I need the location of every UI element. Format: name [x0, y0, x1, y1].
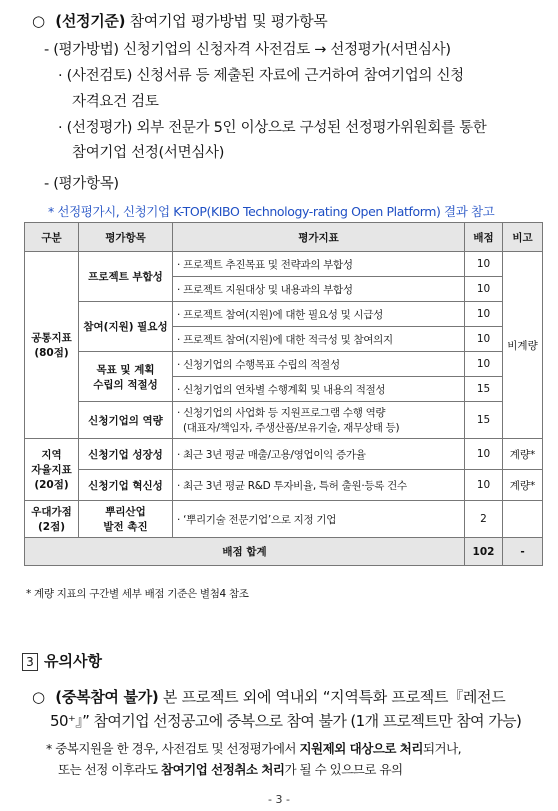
table-row	[25, 352, 543, 377]
duplicate-title: (중복참여 불가)	[55, 688, 159, 706]
selection-line-1: · (선정평가) 외부 전문가 5인 이상으로 구성된 선정평가위원회를 통한	[58, 120, 487, 136]
criteria-title: (선정기준)	[55, 12, 126, 30]
table-row	[25, 501, 543, 538]
duplicate-line-1	[32, 686, 505, 707]
header-item: 평가항목	[79, 223, 173, 252]
pre-review-line-1: · (사전검토) 신청서류 등 제출된 자료에 근거하여 참여기업의 신청	[58, 68, 464, 84]
item-goal-plan	[79, 352, 173, 402]
duplicate-note-2c: 가 될 수 있으므로 유의	[284, 762, 403, 777]
table-footnote: * 계량 지표의 구간별 세부 배점 기준은 별첨4 참조	[26, 588, 249, 600]
page-number: - 3 -	[268, 793, 290, 806]
total-remark: -	[503, 538, 543, 566]
k-top-note: * 선정평가시, 신청기업 K-TOP(KIBO Technology-rating Open Platform) 결과 참고	[48, 204, 495, 219]
regional-category-line-2: 자율지표	[31, 464, 72, 476]
table-row	[25, 252, 543, 277]
pre-review-line-2: 자격요건 검토	[72, 94, 159, 110]
duplicate-text-1: 본 프로젝트 외에 역내외 “지역특화 프로젝트『레전드	[158, 688, 506, 706]
score-cell: 10	[465, 470, 503, 501]
bonus-category-label: 우대가점	[31, 506, 72, 518]
section-3-title: 유의사항	[44, 652, 102, 670]
indicator-cell: · 최근 3년 평균 R&D 투자비율, 특허 출원·등록 건수	[173, 470, 465, 501]
indicator-cell	[173, 402, 465, 439]
total-label: 배점 합계	[25, 538, 465, 566]
item-innovation: 신청기업 혁신성	[79, 470, 173, 501]
remark-cell	[503, 501, 543, 538]
score-cell: 15	[465, 402, 503, 439]
item-root-line-2: 발전 촉진	[103, 521, 148, 533]
common-remark-cell: 비계량	[503, 252, 543, 439]
header-indicator: 평가지표	[173, 223, 465, 252]
item-company-capability: 신청기업의 역량	[79, 402, 173, 439]
capability-indicator-line-2: (대표자/책임자, 주생산품/보유기술, 재무상태 등)	[183, 422, 400, 434]
item-root-industry	[79, 501, 173, 538]
table-row	[25, 470, 543, 501]
score-cell: 2	[465, 501, 503, 538]
score-cell: 10	[465, 277, 503, 302]
criteria-heading	[32, 10, 327, 31]
indicator-cell: · 프로젝트 지원대상 및 내용과의 부합성	[173, 277, 465, 302]
header-category: 구분	[25, 223, 79, 252]
total-row	[25, 538, 543, 566]
duplicate-note-2b: 참여기업 선정취소 처리	[161, 762, 285, 777]
header-remark: 비고	[503, 223, 543, 252]
duplicate-note-1a: * 중복지원을 한 경우, 사전검토 및 선정평가에서	[46, 741, 300, 756]
duplicate-note-line-1	[46, 739, 461, 757]
score-cell: 10	[465, 439, 503, 470]
indicator-cell: · 최근 3년 평균 매출/고용/영업이익 증가율	[173, 439, 465, 470]
indicator-cell: · 신청기업의 연차별 수행계획 및 내용의 적절성	[173, 377, 465, 402]
indicator-cell: · 프로젝트 참여(지원)에 대한 필요성 및 시급성	[173, 302, 465, 327]
item-root-line-1: 뿌리산업	[105, 506, 146, 518]
score-cell: 10	[465, 352, 503, 377]
capability-indicator-line-1: · 신청기업의 사업화 등 지원프로그램 수행 역량	[177, 407, 386, 419]
duplicate-note-line-2	[58, 760, 403, 778]
regional-category-line-1: 지역	[41, 449, 62, 461]
circle-bullet: ○	[32, 12, 45, 30]
item-growth: 신청기업 성장성	[79, 439, 173, 470]
remark-cell: 계량*	[503, 470, 543, 501]
circle-bullet: ○	[32, 688, 45, 706]
bonus-category-cell	[25, 501, 79, 538]
method-line: - (평가방법) 신청기업의 신청자격 사전검토 → 선정평가(서면심사)	[44, 42, 451, 58]
duplicate-note-1c: 되거나,	[422, 741, 462, 756]
items-heading: - (평가항목)	[44, 176, 119, 192]
common-category-points: (80점)	[34, 347, 69, 359]
criteria-title-rest: 참여기업 평가방법 및 평가항목	[125, 12, 328, 30]
common-category-label: 공통지표	[31, 332, 72, 344]
common-category-cell	[25, 252, 79, 439]
score-cell: 10	[465, 327, 503, 352]
indicator-cell: · 신청기업의 수행목표 수립의 적절성	[173, 352, 465, 377]
item-project-fit: 프로젝트 부합성	[79, 252, 173, 302]
item-goal-plan-line-1: 목표 및 계획	[96, 363, 155, 376]
selection-line-2: 참여기업 선정(서면심사)	[72, 145, 225, 161]
duplicate-note-1b: 지원제외 대상으로 처리	[299, 741, 423, 756]
item-goal-plan-line-2: 수립의 적절성	[93, 378, 158, 391]
header-score: 배점	[465, 223, 503, 252]
section-number-box: 3	[22, 653, 38, 671]
table-header-row	[25, 223, 543, 252]
duplicate-note-2a: 또는 선정 이후라도	[58, 762, 162, 777]
section-3-heading	[22, 650, 102, 671]
regional-category-points: (20점)	[34, 479, 69, 491]
indicator-cell: · ‘뿌리기술 전문기업’으로 지정 기업	[173, 501, 465, 538]
total-score: 102	[465, 538, 503, 566]
table-row	[25, 439, 543, 470]
score-cell: 10	[465, 302, 503, 327]
regional-category-cell	[25, 439, 79, 501]
remark-cell: 계량*	[503, 439, 543, 470]
table-row	[25, 402, 543, 439]
table-row	[25, 302, 543, 327]
indicator-cell: · 프로젝트 추진목표 및 전략과의 부합성	[173, 252, 465, 277]
score-cell: 15	[465, 377, 503, 402]
indicator-cell: · 프로젝트 참여(지원)에 대한 적극성 및 참여의지	[173, 327, 465, 352]
duplicate-line-2: 50⁺』” 참여기업 선정공고에 중복으로 참여 불가 (1개 프로젝트만 참여 가능)	[50, 712, 522, 730]
item-participation-need: 참여(지원) 필요성	[79, 302, 173, 352]
bonus-category-points: (2점)	[37, 521, 66, 533]
score-cell: 10	[465, 252, 503, 277]
evaluation-table	[24, 222, 543, 566]
